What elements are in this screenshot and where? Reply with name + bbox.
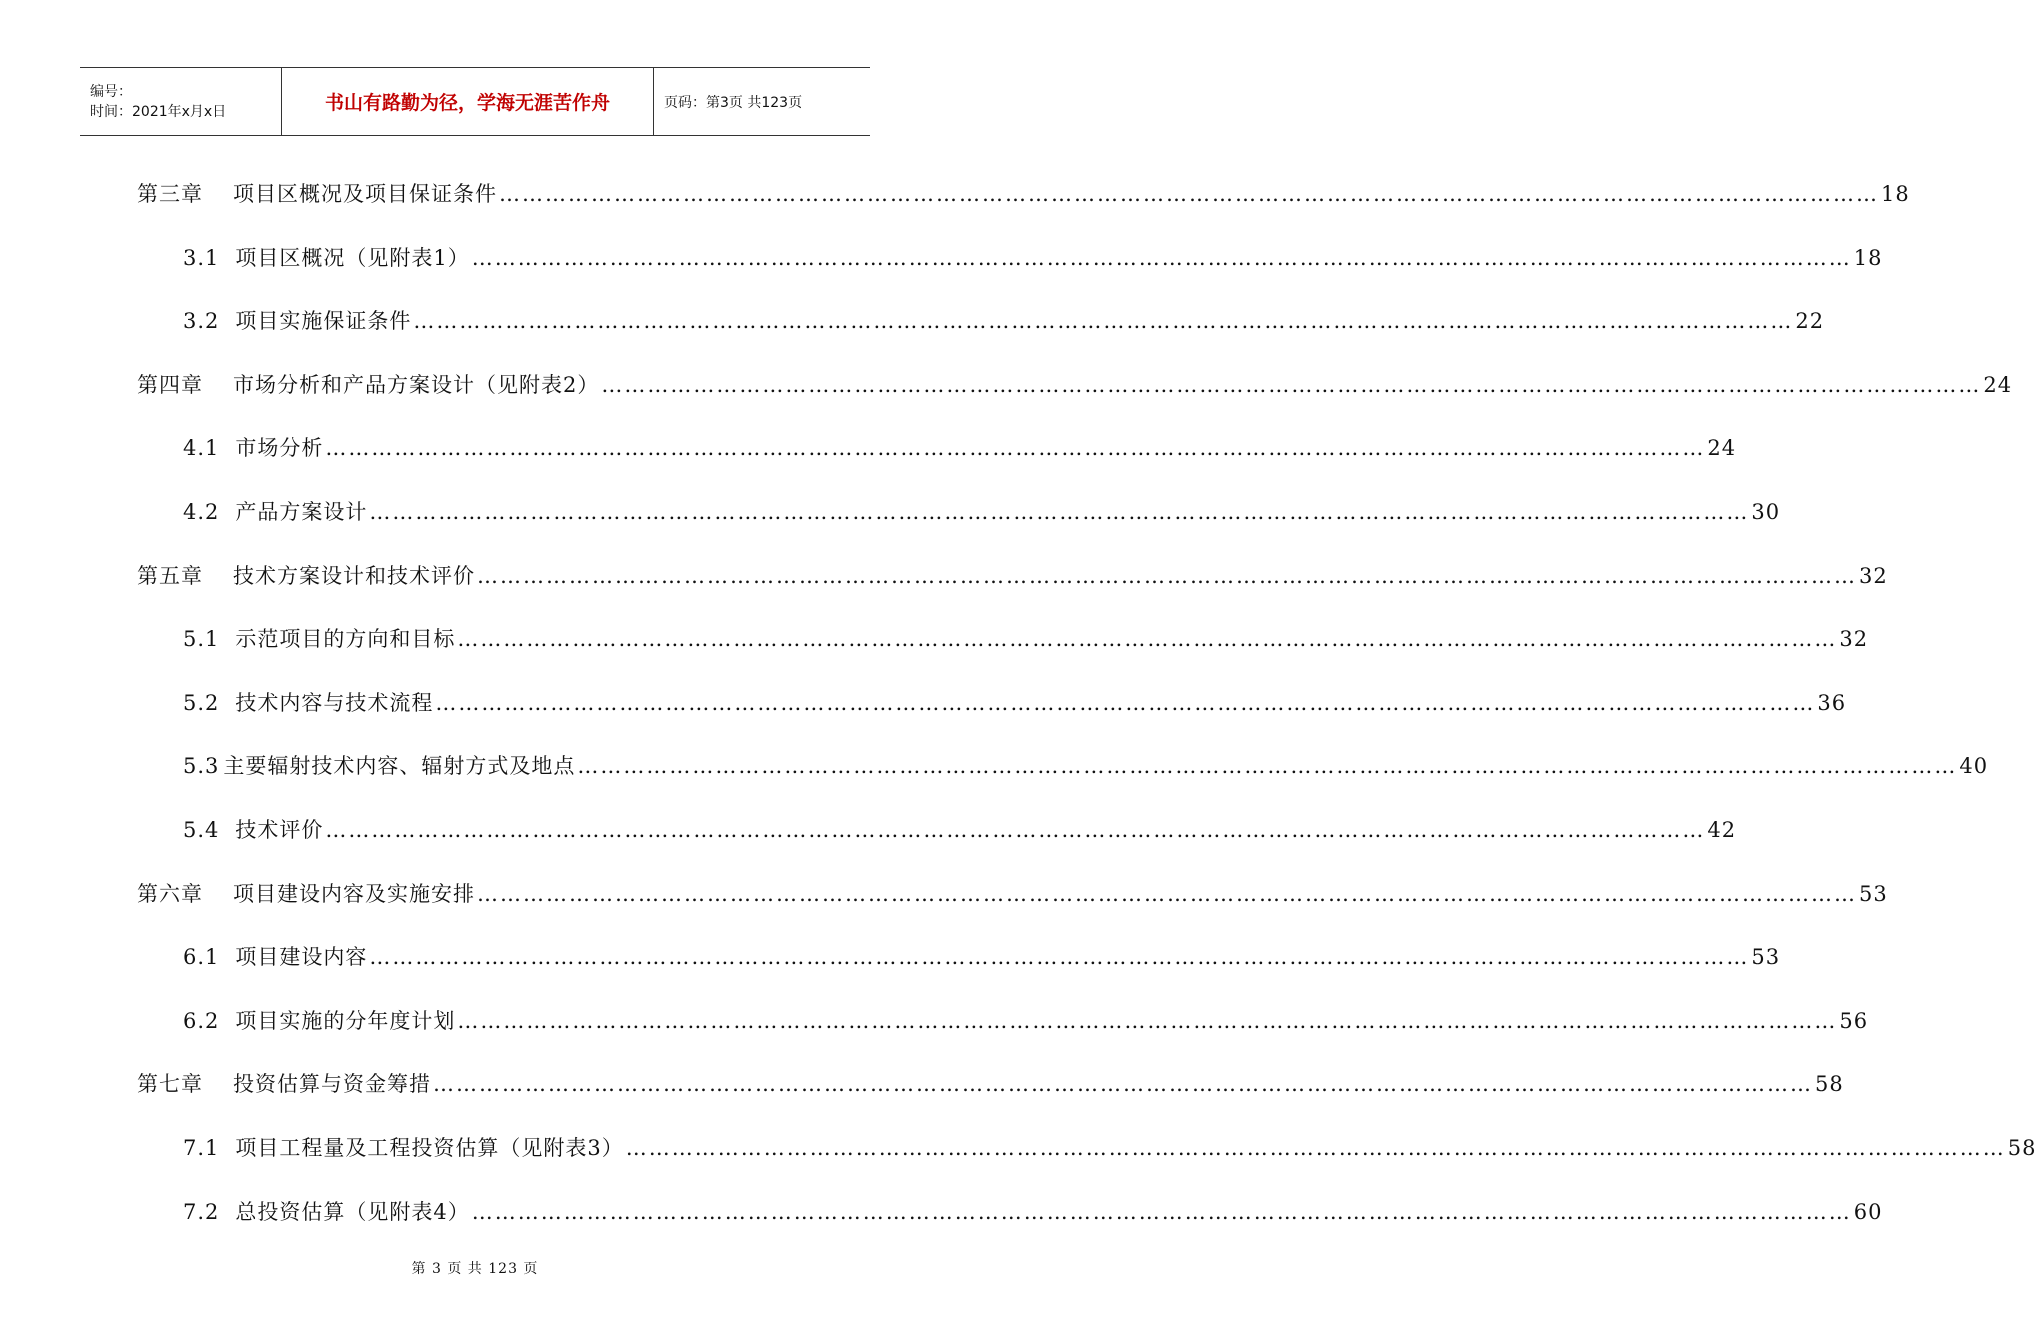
- page-header: [80, 67, 870, 136]
- toc-chapter-entry[interactable]: [137, 1068, 1844, 1098]
- toc-entry-title: 技术评价: [235, 818, 324, 842]
- page-footer: 第 3 页 共 123 页: [411, 1261, 539, 1277]
- header-page-info: 页码：第3页 共123页: [664, 94, 803, 111]
- toc-chapter-entry[interactable]: [137, 560, 1888, 590]
- toc-entry-number: 第四章: [137, 372, 203, 397]
- toc-entry-page-number: 42: [1707, 818, 1737, 842]
- toc-section-entry[interactable]: [183, 496, 1781, 526]
- toc-entry-number: 7.2: [183, 1199, 220, 1224]
- header-motto: 书山有路勤为径，学海无涯苦作舟: [282, 68, 654, 135]
- toc-section-entry[interactable]: [183, 814, 1737, 844]
- toc-leader-dots: ………………………………………………………………………………………………………………………………………………………………: [471, 1199, 1852, 1224]
- toc-entry-label: [183, 305, 411, 335]
- toc-leader-dots: ………………………………………………………………………………………………………………………………………………………………: [499, 182, 1879, 206]
- toc-chapter-entry[interactable]: [137, 878, 1888, 908]
- toc-leader-dots: ………………………………………………………………………………………………………………………………………………………………: [601, 372, 1982, 397]
- toc-leader-dots: ………………………………………………………………………………………………………………………………………………………………: [477, 881, 1857, 906]
- toc-leader-dots: ………………………………………………………………………………………………………………………………………………………………: [457, 627, 1838, 652]
- toc-entry-label: [183, 687, 433, 717]
- toc-entry-label: [183, 1196, 470, 1226]
- toc-leader-dots: ………………………………………………………………………………………………………………………………………………………………: [413, 309, 1794, 334]
- toc-entry-label: [183, 1005, 455, 1035]
- toc-entry-number: 第五章: [137, 563, 203, 588]
- toc-entry-page-number: 32: [1839, 627, 1869, 652]
- toc-entry-number: 第七章: [137, 1072, 203, 1097]
- toc-leader-dots: ………………………………………………………………………………………………………………………………………………………………: [435, 690, 1816, 715]
- toc-entry-page-number: 22: [1795, 309, 1825, 334]
- toc-leader-dots: ………………………………………………………………………………………………………………………………………………………………: [325, 818, 1706, 842]
- toc-leader-dots: ………………………………………………………………………………………………………………………………………………………………: [471, 245, 1852, 270]
- toc-entry-title: 市场分析和产品方案设计（见附表2）: [233, 372, 600, 397]
- toc-entry-page-number: 53: [1751, 945, 1781, 970]
- toc-entry-number: 6.1: [183, 945, 220, 970]
- toc-entry-title: 技术方案设计和技术评价: [233, 563, 475, 588]
- toc-entry-label: [183, 941, 367, 971]
- toc-entry-page-number: 56: [1839, 1008, 1869, 1033]
- toc-entry-number: 3.2: [183, 309, 220, 334]
- toc-section-entry[interactable]: [183, 1132, 2037, 1162]
- toc-entry-label: [183, 242, 470, 272]
- toc-leader-dots: ………………………………………………………………………………………………………………………………………………………………: [369, 500, 1750, 524]
- toc-chapter-entry[interactable]: [137, 178, 1910, 208]
- toc-section-entry[interactable]: [183, 1196, 1883, 1226]
- toc-entry-title: 总投资估算（见附表4）: [235, 1199, 470, 1224]
- toc-entry-label: [183, 623, 455, 653]
- toc-entry-title: 产品方案设计: [235, 500, 368, 524]
- toc-section-entry[interactable]: [183, 687, 1847, 717]
- toc-entry-page-number: 58: [1815, 1072, 1844, 1097]
- toc-section-entry[interactable]: [183, 750, 1989, 780]
- toc-entry-title: 主要辐射技术内容、辐射方式及地点: [223, 754, 576, 779]
- header-meta: [80, 68, 282, 135]
- toc-entry-page-number: 32: [1859, 563, 1888, 588]
- toc-entry-page-number: 58: [2007, 1136, 2037, 1160]
- toc-section-entry[interactable]: [183, 305, 1825, 335]
- toc-section-entry[interactable]: [183, 242, 1883, 272]
- toc-entry-label: [137, 560, 475, 590]
- toc-entry-page-number: 18: [1881, 182, 1910, 206]
- toc-chapter-entry[interactable]: [137, 369, 2013, 399]
- toc-entry-title: 示范项目的方向和目标: [235, 627, 456, 652]
- toc-entry-title: 项目建设内容及实施安排: [233, 881, 475, 906]
- toc-leader-dots: ………………………………………………………………………………………………………………………………………………………………: [433, 1072, 1813, 1097]
- toc-entry-number: 7.1: [183, 1136, 220, 1160]
- toc-entry-number: 5.3: [183, 754, 220, 779]
- toc-entry-label: [137, 178, 497, 208]
- toc-entry-label: [183, 814, 323, 844]
- toc-entry-number: 5.2: [183, 690, 220, 715]
- toc-entry-number: 4.1: [183, 436, 220, 461]
- toc-entry-page-number: 24: [1983, 372, 2013, 397]
- toc-entry-number: 6.2: [183, 1008, 220, 1033]
- toc-entry-title: 投资估算与资金筹措: [233, 1072, 431, 1097]
- toc-entry-label: [183, 496, 367, 526]
- toc-leader-dots: ………………………………………………………………………………………………………………………………………………………………: [457, 1008, 1838, 1033]
- toc-leader-dots: ………………………………………………………………………………………………………………………………………………………………: [325, 436, 1706, 461]
- toc-entry-number: 4.2: [183, 500, 220, 524]
- toc-entry-label: [137, 369, 599, 399]
- toc-entry-number: 5.1: [183, 627, 220, 652]
- toc-entry-page-number: 40: [1959, 754, 1989, 779]
- toc-entry-page-number: 60: [1853, 1199, 1883, 1224]
- toc-entry-title: 项目工程量及工程投资估算（见附表3）: [235, 1136, 624, 1160]
- toc-leader-dots: ………………………………………………………………………………………………………………………………………………………………: [477, 563, 1857, 588]
- toc-entry-number: 5.4: [183, 818, 220, 842]
- toc-entry-label: [183, 750, 575, 780]
- toc-entry-page-number: 30: [1751, 500, 1781, 524]
- toc-entry-label: [137, 878, 475, 908]
- toc-entry-title: 技术内容与技术流程: [235, 690, 434, 715]
- toc-section-entry[interactable]: [183, 432, 1737, 462]
- toc-entry-page-number: 24: [1707, 436, 1737, 461]
- toc-section-entry[interactable]: [183, 623, 1869, 653]
- document-time-label: 时间：2021年x月x日: [90, 103, 227, 120]
- toc-entry-title: 市场分析: [235, 436, 324, 461]
- toc-entry-number: 3.1: [183, 245, 220, 270]
- toc-entry-page-number: 18: [1853, 245, 1883, 270]
- toc-entry-label: [183, 1132, 624, 1162]
- toc-entry-label: [137, 1068, 431, 1098]
- toc-section-entry[interactable]: [183, 941, 1781, 971]
- toc-entry-title: 项目实施保证条件: [235, 309, 412, 334]
- document-number-label: 编号：: [90, 83, 132, 100]
- toc-entry-label: [183, 432, 323, 462]
- toc-entry-title: 项目实施的分年度计划: [235, 1008, 456, 1033]
- toc-entry-page-number: 36: [1817, 690, 1847, 715]
- toc-leader-dots: ………………………………………………………………………………………………………………………………………………………………: [625, 1136, 2006, 1160]
- toc-entry-number: 第三章: [137, 182, 203, 206]
- toc-entry-title: 项目区概况及项目保证条件: [233, 182, 497, 206]
- toc-entry-title: 项目建设内容: [235, 945, 368, 970]
- toc-section-entry[interactable]: [183, 1005, 1869, 1035]
- toc-entry-number: 第六章: [137, 881, 203, 906]
- toc-leader-dots: ………………………………………………………………………………………………………………………………………………………………: [369, 945, 1750, 970]
- toc-leader-dots: ………………………………………………………………………………………………………………………………………………………………: [577, 754, 1958, 779]
- toc-entry-title: 项目区概况（见附表1）: [235, 245, 470, 270]
- toc-entry-page-number: 53: [1859, 881, 1888, 906]
